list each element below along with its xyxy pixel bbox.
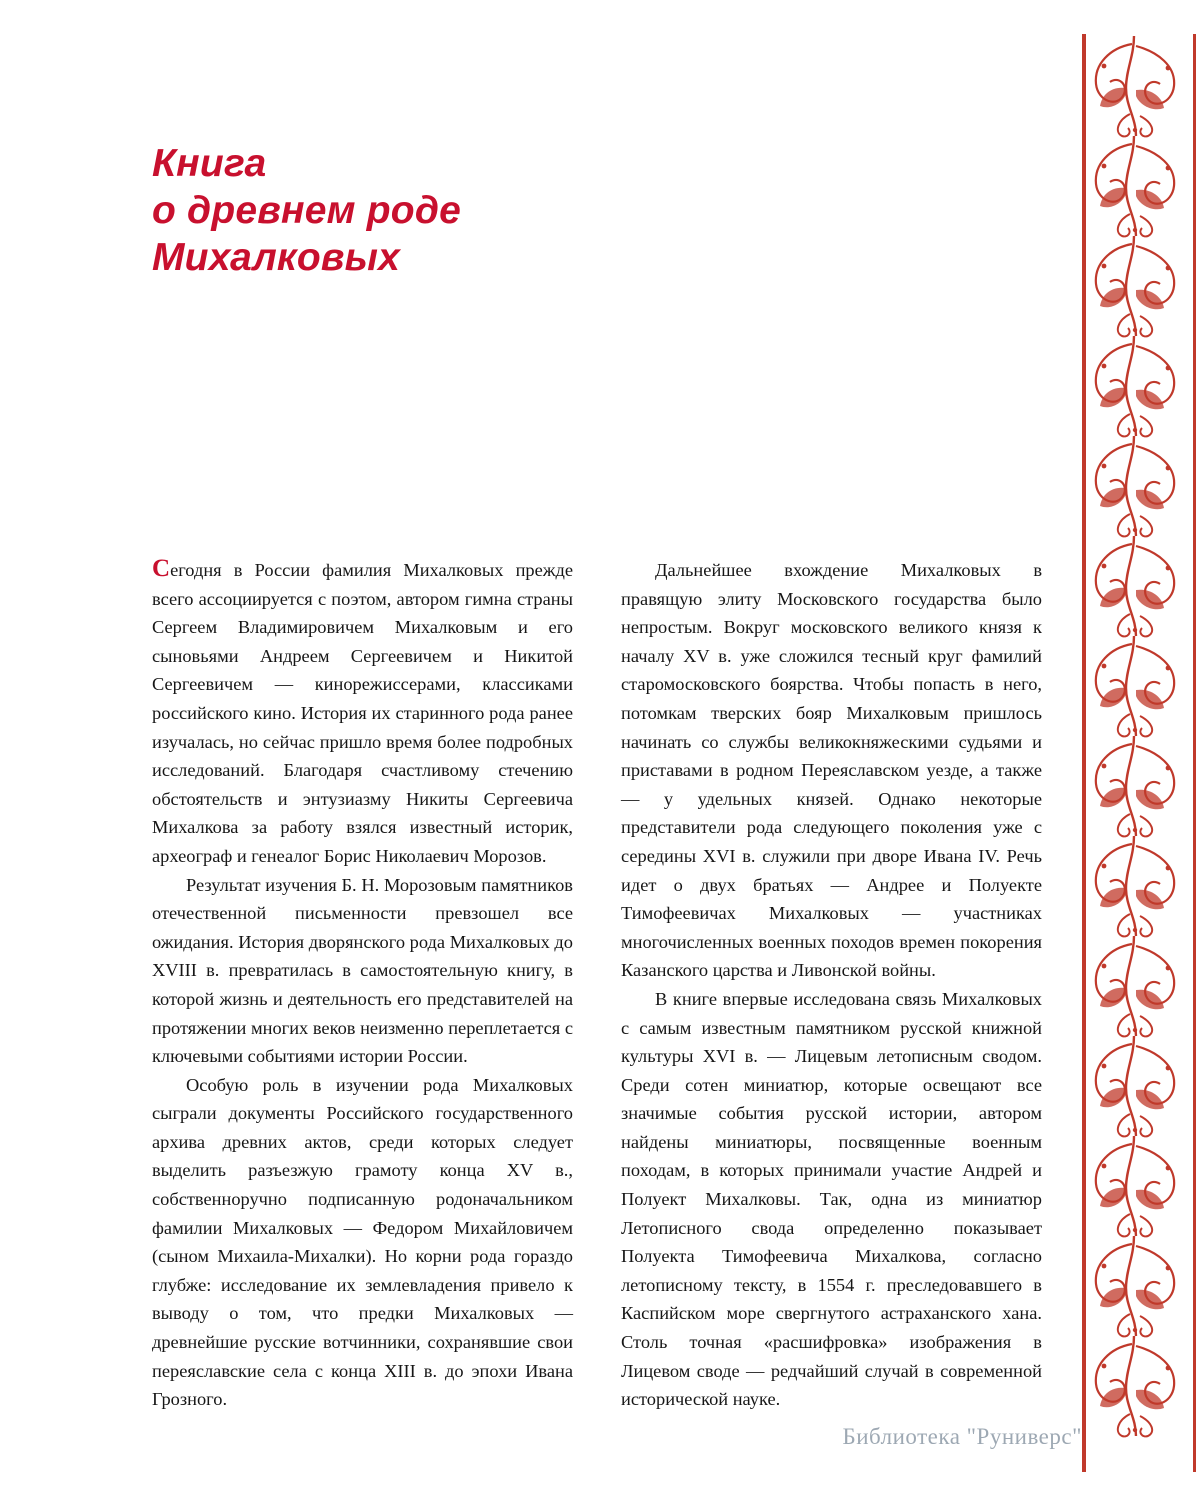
left-paragraph-1 [152, 556, 573, 871]
left-paragraph-3: Особую роль в изучении рода Михалковых сыграли документы Российского государственного архива древних актов, среди которых следует выделить разъезжую грамоту конца XV в., собственноручно подписанную родоначальником фамилии Михалковых — Федором Михайловичем (сыном Михаила-Михалки). Но корни рода гораздо глубже: исследование их землевладения привело к выводу о том, что предки Михалковых — древнейшие русские вотчинники, сохранявшие свои переяславские села с конца XIII в. до эпохи Ивана Грозного. [152, 1074, 573, 1410]
page-title-line-1: Книга [152, 142, 267, 185]
ornamental-border [1080, 0, 1200, 1506]
page-title [152, 140, 792, 281]
library-watermark: Библиотека "Руниверс" [842, 1424, 1082, 1449]
right-paragraph-2: В книге впервые исследована связь Михалковых с самым известным памятником русской книжной культуры XVI в. — Лицевым летописным сводом. Среди сотен миниатюр, которые освещают все значимые события русской истории, автором найдены миниатюры, посвященные военным походам, в которых принимали участие Андрей и Полуект Михалковы. Так, одна из миниатюр Летописного свода определенно показывает Полуекта Тимофеевича Михалкова, согласно летописному тексту, в 1554 г. преследовавшего в Каспийском море свергнутого астраханского хана. Столь точная «расшифровка» изображения в Лицевом своде — редчайший случай в современной исторической науке. [621, 988, 1042, 1410]
right-column [621, 556, 1042, 1414]
ornament-pattern-icon [1080, 0, 1200, 1506]
left-paragraph-1-text: егодня в России фамилия Михалковых прежде всего ассоциируется с поэтом, автором гимна страны Сергеем Владимировичем Михалковым и его сыновьями Андреем Сергеевичем и Никитой Сергеевичем — кинорежиссерами, классиками российского кино. История их старинного рода ранее изучалась, но сейчас пришло время более подробных исследований. Благодаря счастливому стечению обстоятельств и энтузиазму Никиты Сергеевича Михалкова за работу взялся известный историк, археограф и генеалог Борис Николаевич Морозов. [152, 560, 573, 866]
page-title-line-3: Михалковых [152, 236, 401, 279]
drop-cap: С [152, 555, 171, 582]
left-paragraph-2: Результат изучения Б. Н. Морозовым памятников отечественной письменности превзошел все ожидания. История дворянского рода Михалковых до XVIII в. превратилась в самостоятельную книгу, в которой жизнь и деятельность его представителей на протяжении многих веков неизменно переплетается с ключевыми событиями истории России. [152, 874, 573, 1067]
right-paragraph-1: Дальнейшее вхождение Михалковых в правящую элиту Московского государства было непростым. Вокруг московского великого князя к началу XV в. уже сложился тесный круг фамилий старомосковского боярства. Чтобы попасть в него, потомкам тверских бояр Михалковым пришлось начинать со службы великокняжескими судьями и приставами в родном Переяславском уезде, а также — у удельных князей. Однако некоторые представители рода следующего поколения уже с середины XVI в. служили при дворе Ивана IV. Речь идет о двух братьях — Андрее и Полуекте Тимофеевичах Михалковых — участниках многочисленных военных походов времен покорения Казанского царства и Ливонской войны. [621, 560, 1042, 981]
body-columns [152, 556, 1042, 1414]
page-title-line-2: о древнем роде [152, 189, 462, 232]
left-column [152, 556, 573, 1414]
